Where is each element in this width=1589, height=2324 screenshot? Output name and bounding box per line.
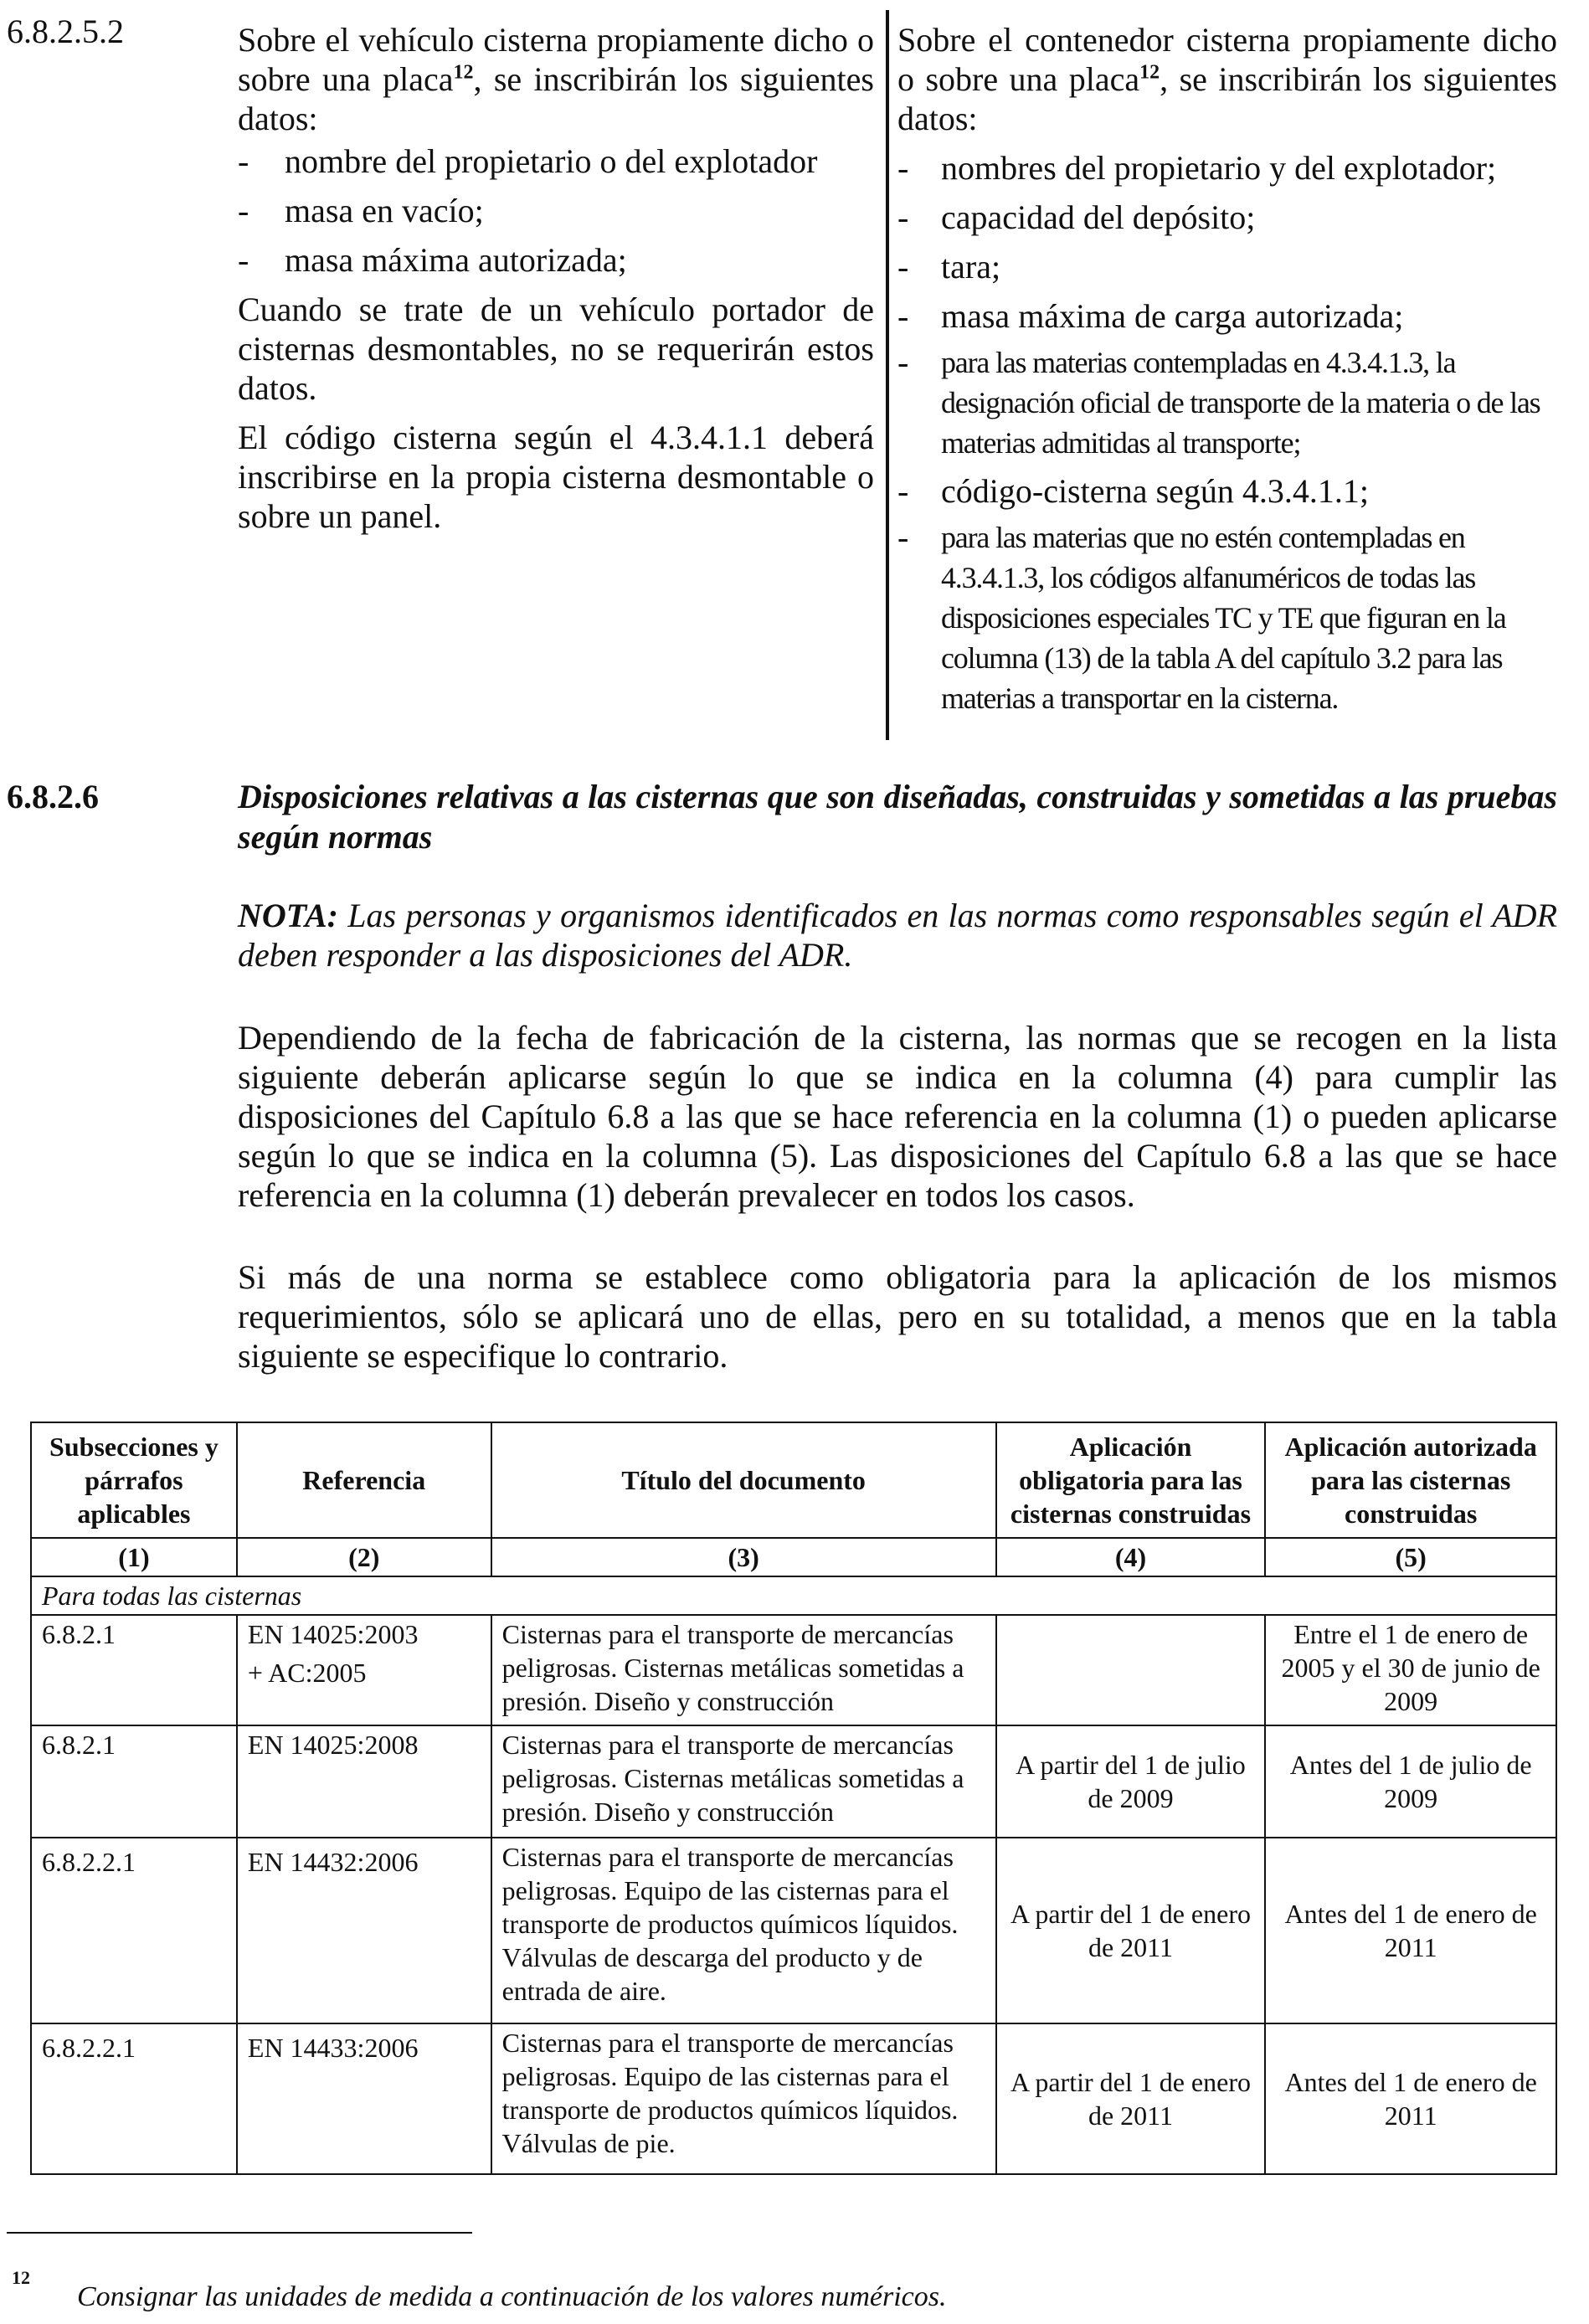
right-intro-text-b: , se inscribirán los siguientes datos: — [897, 60, 1557, 137]
paragraph-1: Dependiendo de la fecha de fabricación de la cisterna, las normas que se recogen en la lista siguiente deberán aplicarse según lo que se indica en la columna (4) para cumplir las disposiciones del Capítulo 6.8 a las que se hace referencia en la columna (1) o pueden aplicarse según lo que se indica en la columna (5). Las disposiciones del Capítulo 6.8 a las que se hace referencia en la columna (1) deberán prevalecer en todos los casos. — [238, 1019, 1557, 1214]
cell-authorized: Antes del 1 de enero de 2011 — [1265, 2023, 1556, 2174]
table-header: Subsecciones y párrafos aplicables — [31, 1422, 237, 1538]
left-para-1: Cuando se trate de un vehículo portador de cisternas desmontables, no se requerirán estos datos. — [238, 290, 874, 407]
list-item: - tara; — [897, 247, 1557, 286]
cell-authorized: Entre el 1 de enero de 2005 y el 30 de junio de 2009 — [1265, 1615, 1556, 1725]
note-text: Las personas y organismos identificados en las normas como responsables según el ADR deben responder a las disposiciones del ADR. — [238, 897, 1557, 974]
list-item: - capacidad del depósito; — [897, 198, 1557, 237]
column-number: (2) — [237, 1538, 491, 1576]
list-item-text: capacidad del depósito; — [941, 198, 1256, 236]
cell-reference: EN 14432:2006 — [237, 1838, 491, 2023]
cell-reference: EN 14433:2006 — [237, 2023, 491, 2174]
cell-authorized: Antes del 1 de julio de 2009 — [1265, 1725, 1556, 1838]
cell-mandatory: A partir del 1 de enero de 2011 — [996, 2023, 1266, 2174]
paragraph-2: Si más de una norma se establece como obligatoria para la aplicación de los mismos requerimientos, sólo se aplicará uno de ellas, pero en su totalidad, a menos que en la tabla siguiente se especifique lo contrario. — [238, 1258, 1557, 1375]
list-item-text: masa en vacío; — [285, 192, 484, 229]
cell-mandatory — [996, 1615, 1266, 1725]
footnote-number: 12 — [12, 2267, 30, 2288]
section-number-6825: 6.8.2.5.2 — [7, 13, 124, 50]
list-item: - código-cisterna según 4.3.4.1.1; — [897, 471, 1557, 511]
cell-mandatory: A partir del 1 de enero de 2011 — [996, 1838, 1266, 2023]
list-item-text: para las materias contempladas en 4.3.4.1.3, la designación oficial de transporte de la materia o de las materias admitidas al transporte; — [941, 346, 1540, 460]
left-intro-text-b: , se inscribirán los siguientes datos: — [238, 60, 874, 137]
list-item-text: código-cisterna según 4.3.4.1.1; — [941, 472, 1369, 510]
right-intro-text-a: Sobre el contenedor cisterna propiamente dicho o sobre una placa — [897, 21, 1557, 98]
column-number: (3) — [491, 1538, 996, 1576]
table-header: Aplicación obligatoria para las cisternas construidas — [996, 1422, 1266, 1538]
right-intro — [897, 20, 1557, 138]
section-number-6826: 6.8.2.6 — [7, 778, 99, 815]
list-item: - nombres del propietario y del explotador; — [897, 148, 1557, 188]
table-header: Aplicación autorizada para las cisternas construidas — [1265, 1422, 1556, 1538]
cell-subsection: 6.8.2.1 — [31, 1725, 237, 1838]
list-item: - masa máxima autorizada; — [238, 240, 874, 280]
cell-subsection: 6.8.2.2.1 — [31, 1838, 237, 2023]
column-number: (1) — [31, 1538, 237, 1576]
list-item: - para las materias que no estén contempladas en 4.3.4.1.3, los códigos alfanuméricos de todas las disposiciones especiales TC y TE que figuran en la columna (13) de la tabla A del capítulo 3.2 para las materias a transportar en la cisterna. — [897, 517, 1557, 718]
reference-amendment: + AC:2005 — [247, 1658, 367, 1688]
left-intro-text-a: Sobre el vehículo cisterna propiamente dicho o sobre una placa — [238, 21, 874, 98]
table-row — [31, 1838, 1556, 2023]
table-header-row — [31, 1422, 1556, 1538]
cell-subsection: 6.8.2.2.1 — [31, 2023, 237, 2174]
right-column — [897, 20, 1557, 718]
cell-mandatory: A partir del 1 de julio de 2009 — [996, 1725, 1266, 1838]
standards-table — [30, 1422, 1557, 2175]
table-row — [31, 1615, 1556, 1725]
list-item: - para las materias contempladas en 4.3.4.1.3, la designación oficial de transporte de la materia o de las materias admitidas al transporte; — [897, 342, 1557, 463]
footnote-ref[interactable]: 12 — [1139, 61, 1160, 84]
list-item: - nombre del propietario o del explotador — [238, 141, 874, 181]
table-row — [31, 2023, 1556, 2174]
column-number: (4) — [996, 1538, 1266, 1576]
group-label: Para todas las cisternas — [31, 1576, 1556, 1615]
section-title: Disposiciones relativas a las cisternas que son diseñadas, construidas y sometidas a las pruebas según normas — [238, 778, 1557, 856]
cell-reference: EN 14025:2008 — [237, 1725, 491, 1838]
cell-title: Cisternas para el transporte de mercancías peligrosas. Cisternas metálicas sometidas a presión. Diseño y construcción — [491, 1725, 996, 1838]
footnote-ref[interactable]: 12 — [453, 61, 474, 84]
left-para-2: El código cisterna según el 4.3.4.1.1 deberá inscribirse en la propia cisterna desmontable o sobre un panel. — [238, 419, 874, 535]
footnote-rule — [7, 2232, 472, 2234]
list-item-text: masa máxima autorizada; — [285, 241, 627, 279]
list-item: - masa máxima de carga autorizada; — [897, 296, 1557, 336]
column-number: (5) — [1265, 1538, 1556, 1576]
table-row — [31, 1725, 1556, 1838]
left-column — [238, 20, 874, 536]
cell-reference — [237, 1615, 491, 1725]
cell-title: Cisternas para el transporte de mercancías peligrosas. Equipo de las cisternas para el transporte de productos químicos líquidos. Válvulas de descarga del producto y de entrada de aire. — [491, 1838, 996, 2023]
table-group-row — [31, 1576, 1556, 1615]
list-item-text: masa máxima de carga autorizada; — [941, 297, 1404, 335]
footnote-text: Consignar las unidades de medida a continuación de los valores numéricos. — [77, 2281, 947, 2312]
list-item: - masa en vacío; — [238, 191, 874, 230]
cell-authorized: Antes del 1 de enero de 2011 — [1265, 1838, 1556, 2023]
column-divider — [886, 10, 889, 740]
list-item-text: nombres del propietario y del explotador; — [941, 149, 1497, 187]
reference-text: EN 14025:2003 — [247, 1619, 419, 1649]
table-number-row — [31, 1538, 1556, 1576]
list-item-text: para las materias que no estén contempladas en 4.3.4.1.3, los códigos alfanuméricos de todas las disposiciones especiales TC y TE que figuran en la columna (13) de la tabla A del capítulo 3.2 para las materias a transportar en la cisterna. — [941, 521, 1506, 715]
note — [238, 896, 1557, 974]
list-item-text: nombre del propietario o del explotador — [285, 142, 818, 180]
left-intro — [238, 20, 874, 138]
note-label: NOTA: — [238, 897, 338, 934]
table-header: Título del documento — [491, 1422, 996, 1538]
list-item-text: tara; — [941, 248, 1001, 285]
cell-subsection: 6.8.2.1 — [31, 1615, 237, 1725]
cell-title: Cisternas para el transporte de mercancías peligrosas. Cisternas metálicas sometidas a presión. Diseño y construcción — [491, 1615, 996, 1725]
table-header: Referencia — [237, 1422, 491, 1538]
cell-title: Cisternas para el transporte de mercancías peligrosas. Equipo de las cisternas para el transporte de productos químicos líquidos. Válvulas de pie. — [491, 2023, 996, 2174]
